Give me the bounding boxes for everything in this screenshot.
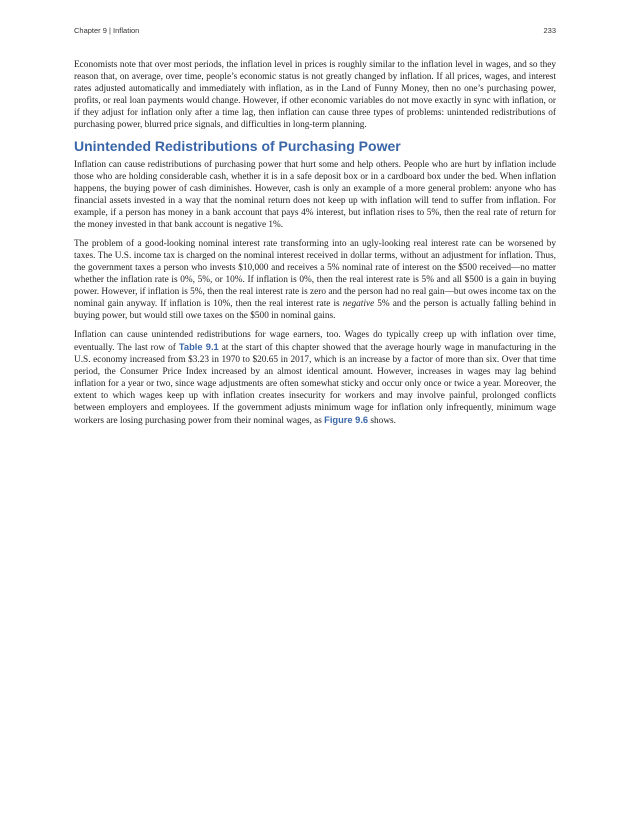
paragraph-wages-text-1: Inflation can cause unintended redistributions for wage earners, too. Wages do typically creep up with inflation over time, eventually. The last row of	[74, 330, 556, 353]
paragraph-taxes-text-1: The problem of a good-looking nominal interest rate transforming into an ugly-looking real interest rate can be worsened by taxes. The U.S. income tax is charged on the nominal interest received in dollar terms, without an adjustment for inflation. Thus, the government taxes a person who invests $10,000 and receives a 5% nominal rate of interest on the $500 received—no matter whether the inflation rate is 0%, 5%, or 10%. If inflation is 0%, then the real interest rate is 5% and all $500 is a gain in buying power. However, if inflation is 5%, then the real interest rate is zero and the person had no real gain—but owes income tax on the nominal gain anyway. If inflation is 10%, then the real interest rate is	[74, 239, 556, 309]
section-heading: Unintended Redistributions of Purchasing Power	[74, 138, 401, 154]
intro-paragraph: Economists note that over most periods, the inflation level in prices is roughly similar to the inflation level in wages, and so they reason that, on average, over time, people’s economic status is not greatly changed by inflation. If all prices, wages, and interest rates adjusted automatically and immediately with inflation, as in the Land of Funny Money, then no one’s purchasing power, profits, or real loan payments would change. However, if other economic variables do not move exactly in sync with inflation, or if they adjust for inflation only after a time lag, then inflation can cause three types of problems: unintended redistributions of purchasing power, blurred price signals, and difficulties in long-term planning.	[74, 60, 556, 130]
paragraph-taxes	[74, 238, 556, 322]
paragraph-wages-text-2: at the start of this chapter showed that the average hourly wage in manufacturing in the U.S. economy increased from $3.23 in 1970 to $20.65 in 2017, which is an increase by a factor of more than six. Over that time period, the Consumer Price Index increased by an almost identical amount. However, increases in wages may lag behind inflation for a year or two, since wage adjustments are often somewhat sticky and occur only once or twice a year. Moreover, the extent to which wages keep up with inflation creates insecurity for workers and may involve painful, prolonged conflicts between employers and employees. If the government adjusts minimum wage for inflation only infrequently, minimum wage workers are losing purchasing power from their nominal wages, as	[74, 343, 557, 426]
italic-negative: negative	[342, 299, 375, 309]
page-number: 233	[543, 26, 556, 35]
paragraph-wages	[74, 329, 556, 427]
page-header	[74, 26, 556, 35]
chapter-title: Chapter 9 | Inflation	[74, 26, 140, 35]
paragraph-taxes-text-2: 5% and the person is actually falling behind in buying power, but would still owe taxes on the $500 in nominal gains.	[74, 299, 556, 321]
page-content	[74, 59, 556, 434]
paragraph-redistribution: Inflation can cause redistributions of purchasing power that hurt some and help others. People who are hurt by inflation include those who are holding considerable cash, whether it is in a safe deposit box or in a cardboard box under the bed. When inflation happens, the buying power of cash diminishes. However, cash is only an example of a more general problem: anyone who has financial assets invested in a way that the nominal return does not keep up with inflation will tend to suffer from inflation. For example, if a person has money in a bank account that pays 4% interest, but inflation rises to 5%, then the real rate of return for the money invested in that bank account is negative 1%.	[74, 160, 556, 230]
table-9-1-link[interactable]: Table 9.1	[178, 342, 219, 352]
paragraph-wages-text-3: shows.	[368, 416, 396, 426]
figure-9-6-link[interactable]: Figure 9.6	[324, 415, 369, 425]
